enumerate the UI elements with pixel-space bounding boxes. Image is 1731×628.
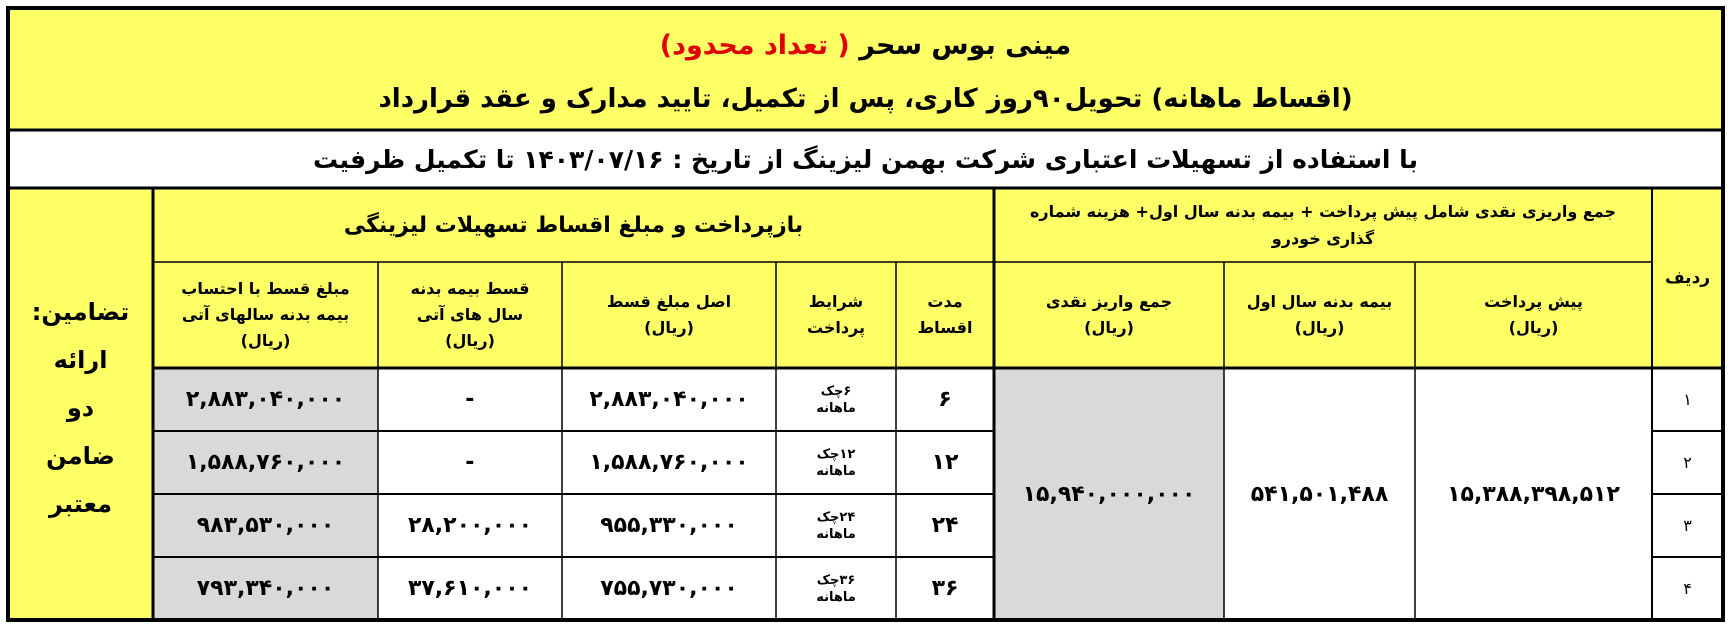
- header-prepayment: [1415, 262, 1652, 368]
- facility-line: با استفاده از تسهیلات اعتباری شرکت بهمن لیزینگ از تاریخ : ۱۴۰۳/۰۷/۱۶ تا تکمیل ظرفیت: [313, 144, 1418, 174]
- payment-checks: ۳۶چک: [816, 572, 856, 588]
- header-total-unit: (ریال): [240, 331, 291, 350]
- guarantees-line3: ضامن: [46, 442, 115, 470]
- header-payment-line1: شرایط: [808, 292, 864, 311]
- header-total-line1: مبلغ قسط با احتساب: [181, 279, 350, 298]
- row-number: ۳: [1683, 516, 1692, 535]
- header-row-number: ردیف: [1664, 268, 1711, 288]
- guarantees-line1: ارائه: [53, 346, 108, 374]
- header-installment-total: [153, 262, 378, 368]
- payment-period: ماهانه: [816, 400, 856, 416]
- header-payment-line2: پرداخت: [806, 318, 866, 337]
- guarantees-line4: معتبر: [49, 490, 112, 518]
- guarantees-label: تضامین:: [31, 298, 130, 326]
- header-cash-total: [994, 262, 1224, 368]
- payment-checks: ۲۴چک: [816, 509, 856, 525]
- header-first-year-insurance: [1224, 262, 1415, 368]
- header-future-ins-line1: قسط بیمه بدنه: [410, 279, 530, 298]
- row-number: ۱: [1683, 390, 1692, 409]
- header-future-ins-unit: (ریال): [445, 331, 495, 350]
- header-principal: [562, 262, 776, 368]
- header-insurance-label: بیمه بدنه سال اول: [1246, 292, 1393, 311]
- header-insurance-unit: (ریال): [1294, 318, 1345, 337]
- installment-total-value: ۲,۸۸۳,۰۴۰,۰۰۰: [185, 387, 346, 412]
- header-future-insurance: [378, 262, 562, 368]
- payment-period: ماهانه: [816, 463, 856, 479]
- future-insurance-value: ۳۷,۶۱۰,۰۰۰: [407, 576, 533, 601]
- header-future-ins-line2: سال های آتی: [416, 305, 524, 324]
- principal-value: ۲,۸۸۳,۰۴۰,۰۰۰: [589, 387, 749, 412]
- header-installment-group: بازپرداخت و مبلغ اقساط تسهیلات لیزینگی: [343, 212, 804, 238]
- payment-checks: ۱۲چک: [816, 446, 856, 462]
- payment-period: ماهانه: [816, 526, 856, 542]
- future-insurance-value: -: [465, 450, 475, 475]
- page-title: [8, 20, 1723, 70]
- payment-terms-value: [776, 431, 896, 494]
- header-cash-group: جمع واریزی نقدی شامل پیش پرداخت + بیمه بدنه سال اول+ هزینه شماره گذاری خودرو: [1029, 202, 1617, 248]
- header-cash-label: جمع واریز نقدی: [1045, 292, 1173, 311]
- term-value: ۲۴: [931, 513, 959, 538]
- title-main: مینی بوس سحر: [859, 29, 1072, 61]
- guarantees-line2: دو: [66, 394, 95, 422]
- header-prepayment-label: پیش پرداخت: [1484, 292, 1583, 311]
- term-value: ۶: [938, 387, 952, 412]
- title-limited: ( تعداد محدود): [659, 29, 850, 61]
- header-prepayment-unit: (ریال): [1508, 318, 1559, 337]
- prepayment-value: ۱۵,۳۸۸,۳۹۸,۵۱۲: [1447, 481, 1620, 507]
- header-payment-terms: [776, 262, 896, 368]
- payment-period: ماهانه: [816, 589, 856, 605]
- term-value: ۳۶: [931, 576, 959, 601]
- guarantees-note: [8, 278, 153, 538]
- header-principal-unit: (ریال): [644, 318, 694, 337]
- row-number: ۴: [1683, 579, 1692, 598]
- payment-terms-value: [776, 557, 896, 620]
- installment-total-value: ۷۹۳,۳۴۰,۰۰۰: [196, 576, 335, 601]
- principal-value: ۹۵۵,۳۳۰,۰۰۰: [600, 513, 738, 538]
- cash-total-value: ۱۵,۹۴۰,۰۰۰,۰۰۰: [1022, 481, 1196, 507]
- page-subtitle: (اقساط ماهانه) تحویل۹۰روز کاری، پس از تکمیل، تایید مدارک و عقد قرارداد: [378, 84, 1353, 114]
- first-year-insurance-value: ۵۴۱,۵۰۱,۴۸۸: [1250, 481, 1389, 507]
- header-term-line1: مدت: [927, 292, 963, 311]
- row-number: ۲: [1683, 453, 1692, 472]
- header-term: [896, 262, 994, 368]
- payment-terms-value: [776, 494, 896, 557]
- principal-value: ۷۵۵,۷۳۰,۰۰۰: [600, 576, 738, 601]
- installment-total-value: ۱,۵۸۸,۷۶۰,۰۰۰: [185, 450, 346, 475]
- installment-total-value: ۹۸۳,۵۳۰,۰۰۰: [196, 513, 335, 538]
- term-value: ۱۲: [931, 450, 959, 475]
- future-insurance-value: -: [465, 387, 475, 412]
- payment-terms-value: [776, 368, 896, 431]
- payment-checks: ۶چک: [820, 383, 852, 399]
- future-insurance-value: ۲۸,۲۰۰,۰۰۰: [407, 513, 533, 538]
- principal-value: ۱,۵۸۸,۷۶۰,۰۰۰: [589, 450, 749, 475]
- header-principal-label: اصل مبلغ قسط: [606, 292, 732, 311]
- header-cash-unit: (ریال): [1084, 318, 1134, 337]
- header-total-line2: بیمه بدنه سالهای آتی: [181, 305, 350, 324]
- header-term-line2: اقساط: [917, 318, 973, 337]
